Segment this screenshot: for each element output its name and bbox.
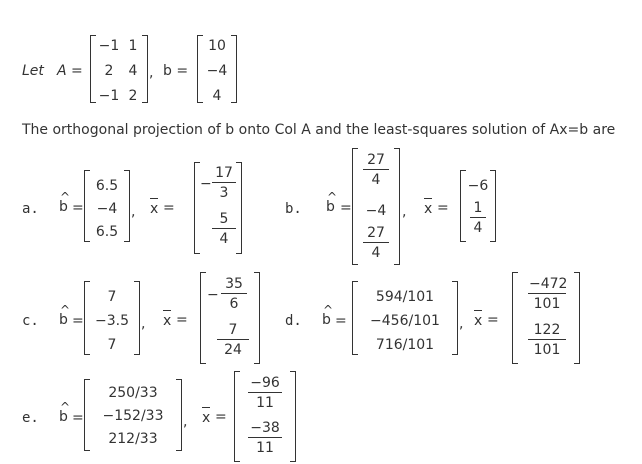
vector-cell: 6.5 xyxy=(95,224,119,240)
comma: , xyxy=(402,204,407,220)
vector-cell: −152/33 xyxy=(102,408,164,424)
matrix-A-cell: −1 xyxy=(98,38,120,54)
b-hat-symbol: b ^ xyxy=(326,190,338,215)
x-bar-symbol: x xyxy=(474,313,482,329)
comma: , xyxy=(131,204,136,220)
vector-cell: 7 xyxy=(107,337,117,353)
b-hat-symbol: b ^ xyxy=(59,400,71,425)
vector-cell: −4 xyxy=(96,201,118,217)
question-text: The orthogonal projection of b onto Col A and the least-squares solution of Ax=b are xyxy=(22,122,616,138)
equals-sign: = xyxy=(72,200,84,216)
option-e-xbar-vector xyxy=(234,371,296,462)
vector-b-label: b = xyxy=(163,63,189,79)
vector-cell: 716/101 xyxy=(375,337,435,353)
vector-cell: 6.5 xyxy=(95,178,119,194)
matrix-A-cell: 1 xyxy=(128,38,138,54)
comma: , xyxy=(141,316,146,332)
fraction: $\frac{5}{4}$ xyxy=(212,212,236,246)
x-bar-symbol: x xyxy=(163,313,171,329)
equals-sign: = xyxy=(176,312,188,328)
matrix-A-label: A = xyxy=(57,63,83,79)
comma: , xyxy=(459,316,464,332)
vector-cell: 7 xyxy=(107,289,117,305)
b-hat-symbol: b ^ xyxy=(322,303,334,328)
let-label: Let xyxy=(22,63,44,79)
vector-cell: −6 xyxy=(467,178,489,194)
vector-b-cell: −4 xyxy=(206,63,228,79)
x-bar-symbol: x xyxy=(150,201,158,217)
equals-sign: = xyxy=(215,409,227,425)
fraction: $\frac{7}{24}$ xyxy=(217,323,249,357)
option-b-letter: b. xyxy=(285,201,302,217)
vector-cell: −3.5 xyxy=(95,313,129,329)
minus-sign: − xyxy=(207,287,219,303)
fraction: $\frac{-472}{101}$ xyxy=(529,276,568,312)
equals-sign: = xyxy=(163,200,175,216)
option-d-bhat-vector xyxy=(352,281,458,355)
option-b-bhat-vector xyxy=(352,148,400,265)
fraction: $\frac{-38}{11}$ xyxy=(248,421,282,455)
matrix-A-cell: 2 xyxy=(104,63,114,79)
vector-cell: 212/33 xyxy=(108,431,158,447)
option-e-bhat-vector xyxy=(84,379,182,451)
option-d-xbar-vector xyxy=(512,272,580,364)
equals-sign: = xyxy=(437,200,449,216)
equals-sign: = xyxy=(487,312,499,328)
option-c-xbar-vector xyxy=(200,272,260,364)
matrix-A xyxy=(90,35,148,103)
option-d-letter: d. xyxy=(285,313,302,329)
fraction: $\frac{27}{4}$ xyxy=(363,226,389,260)
matrix-A-cell: 4 xyxy=(128,63,138,79)
option-a-xbar-vector xyxy=(194,162,242,254)
b-hat-symbol: b ^ xyxy=(59,190,71,215)
comma: , xyxy=(183,414,188,430)
option-a-letter: a. xyxy=(22,201,39,217)
option-b-xbar-vector xyxy=(460,170,496,242)
fraction: $\frac{-96}{11}$ xyxy=(248,376,282,410)
equals-sign: = xyxy=(335,313,347,329)
comma: , xyxy=(149,65,154,81)
vector-b xyxy=(197,35,237,103)
fraction: $\frac{122}{101}$ xyxy=(528,323,566,357)
x-bar-symbol: x xyxy=(424,201,432,217)
vector-b-cell: 4 xyxy=(212,88,222,104)
matrix-A-cell: 2 xyxy=(128,88,138,104)
vector-cell: −456/101 xyxy=(370,313,440,329)
matrix-A-cell: −1 xyxy=(98,88,120,104)
fraction: $\frac{17}{3}$ xyxy=(212,166,236,200)
equals-sign: = xyxy=(340,200,352,216)
vector-b-cell: 10 xyxy=(208,38,226,54)
option-e-letter: e. xyxy=(22,410,39,426)
fraction: $\frac{35}{6}$ xyxy=(221,277,247,311)
equals-sign: = xyxy=(72,313,84,329)
b-hat-symbol: b ^ xyxy=(59,303,71,328)
x-bar-symbol: x xyxy=(202,410,210,426)
minus-sign: − xyxy=(200,176,212,192)
fraction: $\frac{27}{4}$ xyxy=(363,153,389,187)
vector-cell: −4 xyxy=(365,203,387,219)
option-c-letter: c. xyxy=(22,313,39,329)
fraction: $\frac{1}{4}$ xyxy=(470,201,486,235)
vector-cell: 250/33 xyxy=(108,385,158,401)
option-a-bhat-vector xyxy=(84,170,130,242)
vector-cell: 594/101 xyxy=(375,289,435,305)
option-c-bhat-vector xyxy=(84,281,140,355)
equals-sign: = xyxy=(72,410,84,426)
